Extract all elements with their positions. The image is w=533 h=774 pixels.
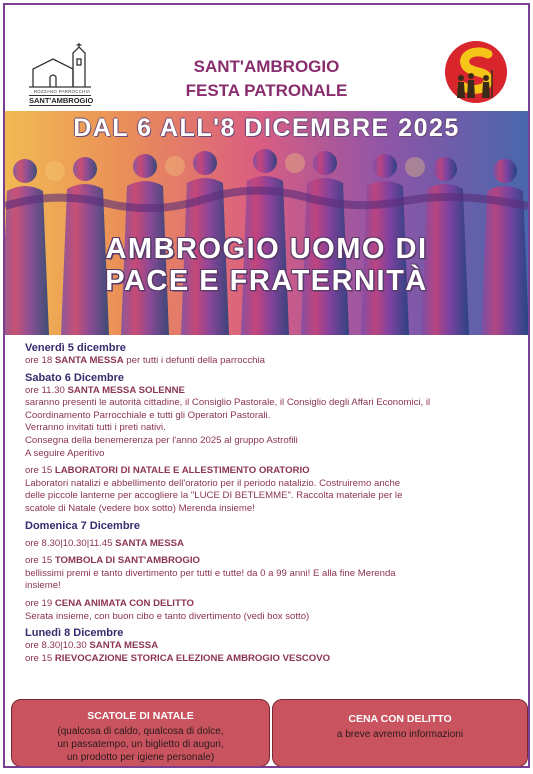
event-desc: Serata insieme, con buon cibo e tanto divertimento (vedi box sotto): [25, 610, 310, 622]
event-time: ore 18: [25, 355, 55, 366]
event-time: ore 19: [25, 597, 55, 609]
sant-ambrogio-logo-icon: [444, 40, 508, 104]
info-boxes: [5, 699, 528, 768]
event-line: [25, 640, 508, 653]
event-desc: insieme!: [25, 580, 61, 592]
event-name: TOMBOLA DI SANT'AMBROGIO: [54, 555, 200, 567]
event-name: SANTA MESSA: [89, 640, 159, 652]
day-title-friday: Venerdì 5 dicembre: [25, 342, 126, 354]
event-desc: Laboratori natalizi e abbellimento dell'oratorio per il periodo natalizio. Costruiremo anche: [25, 477, 401, 489]
event-line: [25, 385, 508, 398]
event-desc: bellissimi premi e tanto divertimento per tutti e tutte! da 0 a 99 anni! E alla fine Merenda: [25, 567, 396, 579]
header: [5, 5, 528, 111]
event-desc: Coordinamento Parrocchiale e tutti gli Operatori Pastorali.: [25, 409, 271, 421]
box-title: CENA CON DELITTO: [348, 713, 452, 725]
title-line-2: FESTA PATRONALE: [185, 81, 348, 100]
banner: [5, 111, 528, 335]
event-desc: Consegna della benemerenza per l'anno 2025 al gruppo Astrofili: [25, 434, 298, 446]
program: [5, 335, 528, 665]
event-desc: saranno presenti le autorità cittadine, il Consiglio Pastorale, il Consiglio degli Affari Economici, il: [25, 397, 431, 409]
people-chain-illustration: [5, 111, 528, 335]
day-title-sunday: Domenica 7 Dicembre: [25, 519, 140, 532]
motto-line-1: AMBROGIO UOMO DI: [105, 233, 428, 265]
event-line: [25, 538, 508, 551]
event-line: [25, 598, 508, 611]
event-line: [25, 555, 508, 568]
event-time: ore 15: [25, 555, 55, 567]
event-name: SANTA MESSA: [115, 537, 184, 549]
day-title-monday: Lunedì 8 Dicembre: [25, 627, 124, 640]
event-desc: A seguire Aperitivo: [25, 447, 105, 459]
event-name: SANTA MESSA: [54, 355, 124, 366]
event-time: ore 11.30: [25, 384, 68, 396]
flyer-page: [3, 3, 530, 768]
title-line-1: SANT'AMBROGIO: [193, 57, 340, 76]
box-line: (qualcosa di caldo, qualcosa di dolce,: [57, 726, 224, 737]
box-line: a breve avremo informazioni: [336, 729, 464, 740]
box-title: SCATOLE DI NATALE: [87, 710, 194, 722]
event-name: SANTA MESSA SOLENNE: [67, 384, 185, 396]
event-time: ore 8.30|10.30|11.45: [25, 537, 116, 549]
event-desc: Verranno invitati tutti i preti nativi.: [25, 422, 166, 434]
event-time: ore 15: [25, 652, 55, 664]
event-motto: [5, 233, 528, 297]
sant-ambrogio-logo: [444, 40, 508, 104]
event-desc: per tutti i defunti della parrocchia: [123, 355, 265, 366]
motto-line-2: PACE E FRATERNITÀ: [105, 265, 428, 297]
christmas-boxes-info: [11, 699, 270, 767]
event-desc: delle piccole lanterne per accogliere la "LUCE DI BETLEMME". Raccolta materiale per le: [25, 490, 403, 502]
event-time: ore 15: [25, 465, 55, 477]
event-name: RIEVOCAZIONE STORICA ELEZIONE AMBROGIO VESCOVO: [54, 652, 331, 664]
event-line: [25, 653, 508, 666]
event-name: CENA ANIMATA CON DELITTO: [54, 597, 194, 609]
parish-subtitle: ROZZANO PARROCCHIA: [33, 89, 91, 94]
event-line: [25, 465, 508, 478]
event-name: LABORATORI DI NATALE E ALLESTIMENTO ORATORIO: [54, 465, 310, 477]
event-dates: DAL 6 ALL'8 DICEMBRE 2025: [73, 114, 460, 142]
event-desc: scatole di Natale (vedere box sotto) Merenda insieme!: [25, 502, 255, 514]
box-line: un prodotto per igiene personale): [66, 752, 215, 763]
murder-dinner-info: [272, 699, 528, 767]
box-line: un passatempo, un biglietto di auguri,: [57, 739, 224, 750]
parish-name: SANT'AMBROGIO: [29, 96, 94, 105]
event-line: [25, 355, 508, 368]
day-title-saturday: Sabato 6 Dicembre: [25, 371, 125, 384]
event-time: ore 8.30|10.30: [25, 640, 90, 652]
